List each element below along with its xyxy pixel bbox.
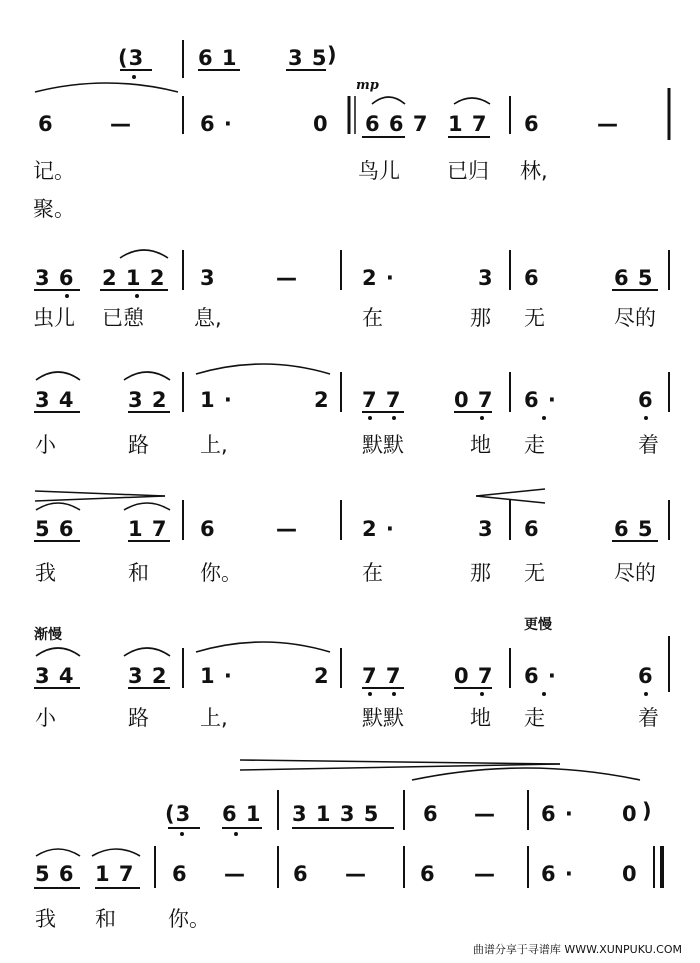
- note-token: 6: [524, 266, 540, 290]
- octave-dot: [480, 692, 484, 696]
- note-token: 3: [478, 517, 494, 541]
- note-token: 2 ·: [362, 266, 395, 290]
- note-token: 6 1: [222, 802, 262, 826]
- slur: [124, 503, 170, 510]
- lyric-text: 小: [35, 706, 56, 730]
- note-token: 3 4: [35, 664, 75, 688]
- note-token: 1 7: [95, 862, 135, 886]
- octave-dot: [542, 416, 546, 420]
- octave-dot: [135, 294, 139, 298]
- lyric-text: 在: [362, 306, 383, 330]
- note-token: 1 ·: [200, 388, 233, 412]
- lyric-text: 着: [638, 706, 659, 730]
- note-token: 3 6: [35, 266, 75, 290]
- octave-dot: [65, 294, 69, 298]
- octave-dot: [392, 692, 396, 696]
- lyric-text: 已归: [447, 159, 489, 183]
- tempo-slowing-mark: 渐慢: [34, 627, 62, 643]
- note-token: 2: [314, 664, 330, 688]
- hairpin: [240, 764, 560, 770]
- note-token: 6: [423, 802, 439, 826]
- note-token: 1 7: [128, 517, 168, 541]
- lyric-text: 默默: [362, 706, 404, 730]
- hairpin: [35, 496, 165, 501]
- note-token: —: [110, 112, 132, 136]
- lyric-text: 走: [524, 433, 545, 457]
- slur: [120, 250, 168, 258]
- note-token: ): [327, 43, 338, 67]
- note-token: 6: [524, 112, 540, 136]
- lyric-text: 你。: [168, 907, 210, 931]
- lyric-text: 息,: [194, 306, 222, 330]
- octave-dot: [368, 692, 372, 696]
- note-token: (3: [118, 46, 145, 70]
- hairpin: [476, 489, 545, 496]
- note-token: 5 6: [35, 862, 75, 886]
- lyric-text: 尽的: [614, 306, 656, 330]
- slur: [124, 648, 170, 656]
- lyric-text: 鸟儿: [358, 159, 400, 183]
- note-token: 6 ·: [524, 664, 557, 688]
- note-token: 0: [622, 862, 638, 886]
- note-token: 3 4: [35, 388, 75, 412]
- tempo-slower-mark: 更慢: [524, 617, 552, 633]
- note-token: 0 7: [454, 388, 494, 412]
- note-token: 0 7: [454, 664, 494, 688]
- note-token: 6 5: [614, 266, 654, 290]
- lyric-text: 聚。: [33, 197, 75, 221]
- hairpin: [240, 760, 560, 764]
- note-token: 3: [478, 266, 494, 290]
- note-token: 3: [200, 266, 216, 290]
- octave-dot: [368, 416, 372, 420]
- note-token: 6 ·: [541, 862, 574, 886]
- note-token: —: [224, 862, 246, 886]
- note-token: ): [642, 799, 653, 823]
- note-token: 5 6: [35, 517, 75, 541]
- note-token: 3 5: [288, 46, 328, 70]
- note-token: 6: [638, 388, 654, 412]
- note-token: 6: [638, 664, 654, 688]
- note-token: —: [345, 862, 367, 886]
- note-token: 6 ·: [200, 112, 233, 136]
- lyric-text: 和: [95, 907, 116, 931]
- slur: [36, 849, 80, 856]
- lyric-text: 那: [470, 561, 491, 585]
- slur: [36, 503, 80, 510]
- note-token: 1 7: [448, 112, 488, 136]
- note-token: —: [276, 266, 298, 290]
- note-token: 6 1: [198, 46, 238, 70]
- note-token: —: [474, 862, 496, 886]
- octave-dot: [392, 416, 396, 420]
- octave-dot: [644, 692, 648, 696]
- tie-arc: [35, 83, 178, 92]
- note-token: 6: [38, 112, 54, 136]
- dynamic-mp-mark: mp: [356, 78, 379, 93]
- lyric-text: 走: [524, 706, 545, 730]
- note-token: 6: [293, 862, 309, 886]
- slur: [92, 849, 140, 856]
- slur: [372, 97, 405, 104]
- note-token: 6 ·: [524, 388, 557, 412]
- tie-arc: [412, 768, 640, 780]
- note-token: 2 ·: [362, 517, 395, 541]
- note-token: 6: [524, 517, 540, 541]
- octave-dot: [644, 416, 648, 420]
- lyric-text: 林,: [520, 159, 548, 183]
- note-token: 2: [314, 388, 330, 412]
- lyric-text: 无: [524, 561, 545, 585]
- hairpin: [35, 491, 165, 496]
- lyric-text: 小: [35, 433, 56, 457]
- note-token: 3 1 3 5: [292, 802, 380, 826]
- slur: [196, 642, 330, 652]
- lyric-text: 我: [35, 561, 56, 585]
- lyric-text: 虫儿: [33, 306, 75, 330]
- slur: [196, 364, 330, 374]
- lyric-text: 已憩: [102, 306, 144, 330]
- octave-dot: [542, 692, 546, 696]
- note-token: 3 2: [128, 388, 168, 412]
- lyric-text: 默默: [362, 433, 404, 457]
- lyric-text: 地: [470, 706, 491, 730]
- slur: [454, 98, 490, 104]
- octave-dot: [132, 75, 136, 79]
- octave-dot: [234, 832, 238, 836]
- note-token: 6 ·: [541, 802, 574, 826]
- octave-dot: [480, 416, 484, 420]
- octave-dot: [180, 832, 184, 836]
- note-token: —: [597, 112, 619, 136]
- note-token: 6: [172, 862, 188, 886]
- slur: [124, 372, 170, 380]
- slur: [36, 372, 80, 380]
- note-token: 7 7: [362, 388, 402, 412]
- note-token: 6: [200, 517, 216, 541]
- lyric-text: 上,: [200, 433, 228, 457]
- note-token: —: [474, 802, 496, 826]
- note-token: 0: [622, 802, 638, 826]
- lyric-text: 我: [35, 907, 56, 931]
- source-credit: 曲谱分享于寻谱库 WWW.XUNPUKU.COM: [472, 943, 682, 956]
- lyric-text: 在: [362, 561, 383, 585]
- slur: [36, 648, 80, 656]
- lyric-text: 路: [128, 706, 149, 730]
- note-token: (3: [165, 802, 192, 826]
- note-token: 6 6 7: [365, 112, 429, 136]
- lyric-text: 上,: [200, 706, 228, 730]
- note-token: 6: [420, 862, 436, 886]
- note-token: 1 ·: [200, 664, 233, 688]
- lyric-text: 那: [470, 306, 491, 330]
- note-token: —: [276, 517, 298, 541]
- note-token: 0: [313, 112, 329, 136]
- lyric-text: 你。: [200, 561, 242, 585]
- lyric-text: 和: [128, 561, 149, 585]
- lyric-text: 地: [470, 433, 491, 457]
- lyric-text: 无: [524, 306, 545, 330]
- note-token: 6 5: [614, 517, 654, 541]
- lyric-text: 路: [128, 433, 149, 457]
- note-token: 2 1 2: [102, 266, 166, 290]
- lyric-text: 着: [638, 433, 659, 457]
- lyric-text: 尽的: [614, 561, 656, 585]
- note-token: 7 7: [362, 664, 402, 688]
- lyric-text: 记。: [33, 159, 75, 183]
- note-token: 3 2: [128, 664, 168, 688]
